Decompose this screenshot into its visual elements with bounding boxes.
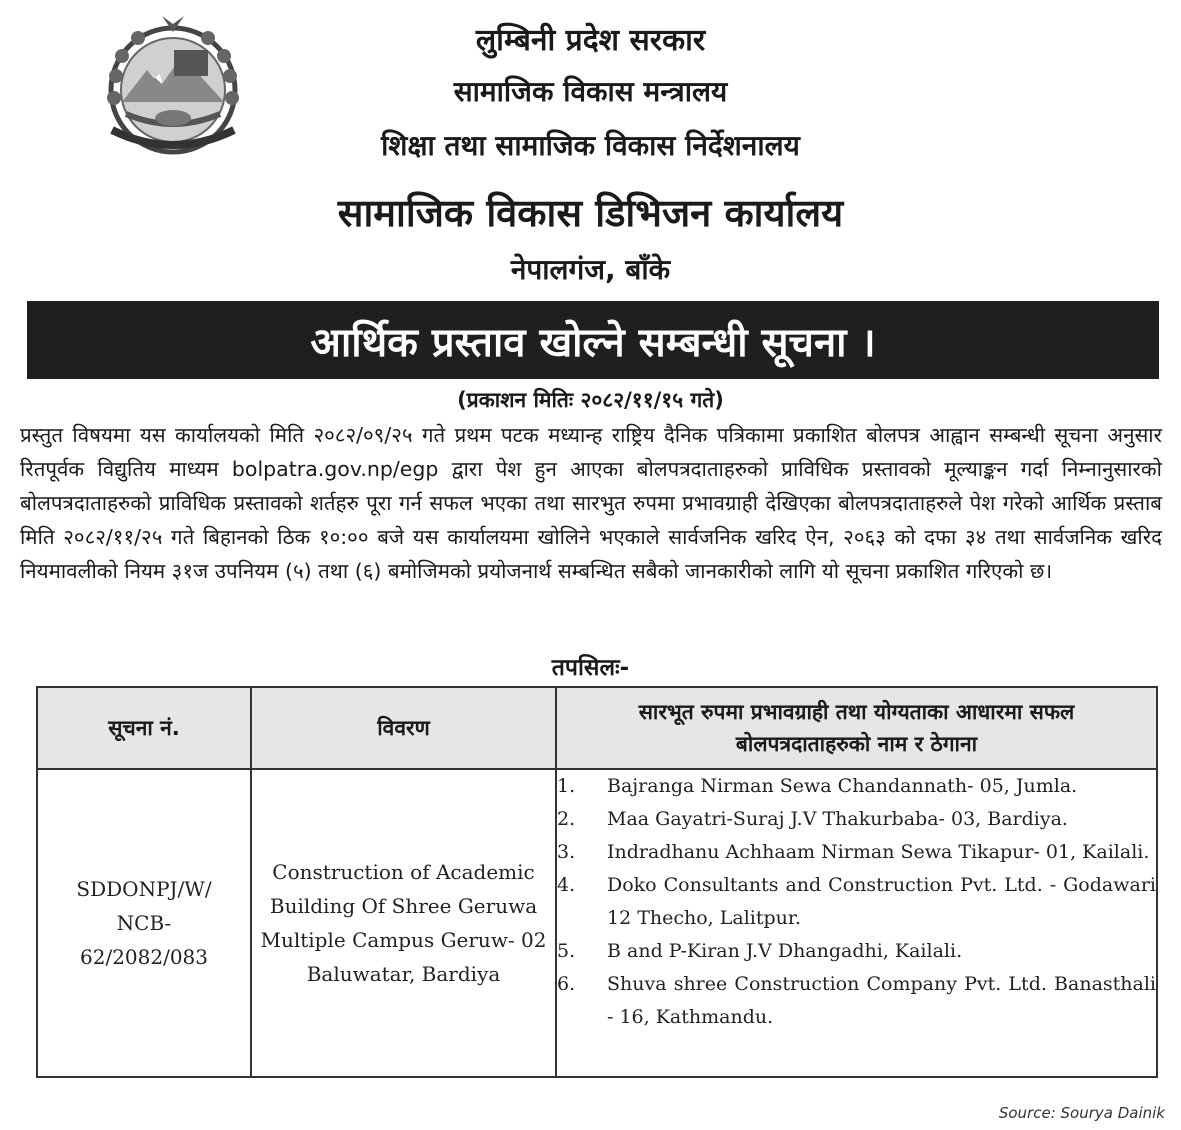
details-heading: तपसिलः- bbox=[551, 655, 630, 681]
publication-date: (प्रकाशन मितिः २०८२/११/१५ गते) bbox=[457, 388, 724, 412]
list-item-number: 3. bbox=[557, 841, 576, 863]
list-item-text: Bajranga Nirman Sewa Chandannath- 05, Jumla. bbox=[607, 775, 1078, 797]
list-item bbox=[557, 770, 1156, 803]
header-location: नेपालगंज, बाँके bbox=[510, 253, 671, 286]
project-description: Construction of Academic Building Of Shree Geruwa Multiple Campus Geruw- 02 Baluwatar, Bardiya bbox=[260, 860, 547, 986]
notice-title: आर्थिक प्रस्ताव खोल्ने सम्बन्धी सूचना । bbox=[310, 319, 876, 366]
header-province: लुम्बिनी प्रदेश सरकार bbox=[475, 23, 706, 58]
list-item-number: 2. bbox=[557, 808, 576, 830]
list-item bbox=[557, 968, 1156, 1034]
header-office: सामाजिक विकास डिभिजन कार्यालय bbox=[337, 191, 844, 235]
list-item-number: 1. bbox=[557, 775, 576, 797]
list-item-number: 6. bbox=[557, 973, 576, 995]
header-notice-no: सूचना नं. bbox=[37, 687, 251, 769]
list-item bbox=[557, 935, 1156, 968]
header-directorate: शिक्षा तथा सामाजिक विकास निर्देशनालय bbox=[381, 129, 800, 162]
notice-body: प्रस्तुत विषयमा यस कार्यालयको मिति २०८२/०९/२५ गते प्रथम पटक मध्यान्ह राष्ट्रिय दैनिक पत्रिकामा प्रकाशित बोलपत्र आह्वान सम्बन्धी सूचना अनुसार रितपूर्वक विद्युतिय माध्यम bolpatra.gov.np/egp द्वारा पेश हुन आएका बोलपत्रदाताहरुको प्राविधिक प्रस्तावको मूल्याङ्कन गर्दा निम्नानुसारको बोलपत्रदाताहरुको प्राविधिक प्रस्तावको शर्तहरु पूरा गर्न सफल भएका तथा सारभुत रुपमा प्रभावग्राही देखिएका बोलपत्रदाताहरुले पेश गरेको आर्थिक प्रस्ताब मिति २०८२/११/२५ गते बिहानको ठिक १०:०० बजे यस कार्यालयमा खोलिने भएकाले सार्वजनिक खरिद ऐन, २०६३ को दफा ३४ तथा सार्वजनिक खरिद नियमावलीको नियम ३१ज उपनियम (५) तथा (६) बमोजिमको प्रयोजनार्थ सम्बन्धित सबैको जानकारीको लागि यो सूचना प्रकाशित गरिएको छ। bbox=[20, 423, 1162, 583]
list-item-text: B and P-Kiran J.V Dhangadhi, Kailali. bbox=[607, 940, 963, 962]
list-item-number: 4. bbox=[557, 874, 576, 896]
list-item-text: Shuva shree Construction Company Pvt. Ltd. Banasthali - 16, Kathmandu. bbox=[607, 973, 1156, 1028]
header-bidders-label: सारभूत रुपमा प्रभावग्राही तथा योग्यताका आधारमा सफल बोलपत्रदाताहरुको नाम र ठेगाना bbox=[638, 700, 1075, 756]
table-row bbox=[37, 769, 1157, 1077]
list-item-text: Doko Consultants and Construction Pvt. Ltd. - Godawari 12 Thecho, Lalitpur. bbox=[607, 874, 1156, 929]
bidders-list bbox=[557, 770, 1156, 1034]
header-description: विवरण bbox=[251, 687, 556, 769]
notice-number: SDDONPJ/W/ NCB-62/2082/083 bbox=[76, 877, 212, 969]
list-item-text: Maa Gayatri-Suraj J.V Thakurbaba- 03, Bardiya. bbox=[607, 808, 1068, 830]
notice-title-banner bbox=[27, 301, 1159, 379]
list-item bbox=[557, 869, 1156, 935]
header-bidders bbox=[556, 687, 1157, 769]
source-credit: Source: Sourya Dainik bbox=[998, 1104, 1165, 1122]
header-ministry: सामाजिक विकास मन्त्रालय bbox=[453, 75, 728, 108]
notice-number-cell bbox=[37, 769, 251, 1077]
list-item bbox=[557, 836, 1156, 869]
list-item-number: 5. bbox=[557, 940, 576, 962]
table-header-row bbox=[37, 687, 1157, 769]
list-item-text: Indradhanu Achhaam Nirman Sewa Tikapur- 01, Kailali. bbox=[607, 841, 1150, 863]
list-item bbox=[557, 803, 1156, 836]
bidders-cell bbox=[556, 769, 1157, 1077]
bidders-table bbox=[36, 686, 1158, 1078]
description-cell bbox=[251, 769, 556, 1077]
